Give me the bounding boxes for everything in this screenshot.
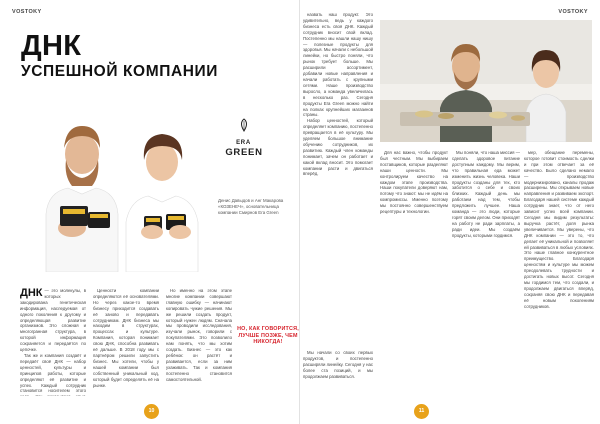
era-green-logo xyxy=(218,118,270,158)
office-photo xyxy=(380,20,592,142)
pull-quote-visible: НО, КАК ГОВОРИТСЯ, ЛУЧШЕ ПОЗЖЕ, ЧЕМ НИКОГДА! xyxy=(237,326,299,346)
headline-line-1: ДНК xyxy=(21,30,82,62)
running-head-right: VOSTOKY xyxy=(558,9,588,15)
column-1-paragraph: Так же и компания создаёт и передаёт своё ДНК — набор ценностей, культуры и принципов работы, которые определяют её развитие и успех. Каждый сотрудник становится носителем этого xyxy=(20,352,86,394)
leaf-icon xyxy=(237,118,251,132)
photo-caption: Денис Давыдов и Анг Макарова «КОЗЕНЕЧ», основательница компании Смирнов Era Green xyxy=(218,198,284,215)
logo-era: ERA xyxy=(236,140,251,146)
column-2-paragraph: Ценности компании определяются её основателями. Но через какое-то время бизнесу приходится создавать её заново и передавать сотрудникам. ДНК бизнеса мы находим в структурах, процессах и культуре. Компания, которая понимает свою ДНК, способна развивать её дальше. В 2018 году мы с партнёром решили запустить бизнес. Мы хотели, чтобы у нашей компании был собственный уникальный код, который будет определять её на рынке. xyxy=(93,288,159,388)
column-4-paragraph-2: Набор ценностей, который определяет компанию, постепенно превращается в её культуру. Мы уделяем большое внимание обучению сотрудников, их развитию. Каждый член команды понимает, зачем он работает и какой вклад вносит. Это помогает компании расти и двигаться вперёд. xyxy=(303,118,373,177)
column-4-paragraph: назвать наш продукт. Это удивительно, ведь у каждого бизнеса есть своя ДНК. Каждый сотрудник вносит свой вклад. Постепенно мы нашли нашу нишу — полезные продукты для здоровья. Мы начали с небольшой линейки, но быстро поняли, что рынок требует больше. Мы расширили ассортимент, добавили новые направления и начали работать с крупными сетями. Наше производство выросло, а команда увеличилась в несколько раз. Сегодня продукты Era Green можно найти на полках крупнейших магазинов страны. xyxy=(303,12,373,118)
column-4-tail-paragraph: Мы начали со своих первых продуктов, и постепенно расширяли линейку. Сегодня у нас более ста позиций, и мы продолжаем развиваться. xyxy=(303,350,373,379)
column-3-paragraph: Но именно на этом этапе многие компании совершают главную ошибку — начинают копировать чужие решения. Мы же решили создать продукт, который нужен людям. Сначала мы проводили исследования, изучали рынок, говорили с покупателями. Это позволило нам понять, что мы хотим создать. Бизнес — это как ребёнок: он растёт и развивается, если за ним ухаживать. Так и компания постепенно становится самостоятельной. xyxy=(166,288,232,382)
page-number-left: 10 xyxy=(144,404,159,419)
headline-line-2: УСПЕШНОЙ КОМПАНИИ xyxy=(21,62,219,80)
article-column-1 xyxy=(20,288,86,396)
page-number-right: 11 xyxy=(414,404,429,419)
article-column-4-tail xyxy=(303,350,373,396)
article-column-3 xyxy=(166,288,232,396)
right-page xyxy=(300,0,600,424)
logo-green: GREEN xyxy=(225,147,263,158)
office-illustration xyxy=(380,20,592,142)
column-1-lead: — это молекулы, в которых закодирована генетическая информация, наследуемая от одного поколения к другому и определяющая развитие организмов. Это сложная и многогранная структура, в которой информация сохраняется и передаётся по цепочке. xyxy=(20,288,86,353)
column-6-paragraph: Мы поняли, что наша миссия — сделать здоровое питание доступным каждому. Мы верим, что правильная еда может изменить жизнь человека. Наши продукты созданы для тех, кто заботится о себе и своих близких. Каждый день мы работаем над тем, чтобы предложить лучшее. Наша команда — это люди, которые горят своим делом. Они приходят на работу не ради зарплаты, а ради идеи. Мы создаём продукты, которыми гордимся. xyxy=(452,150,520,238)
founders-illustration xyxy=(20,110,220,272)
column-7-paragraph: мер, обещание перемены, которое готовит стоимость сделки и при этом отвечает за её качество. Было сделано немало — производство модернизировано, каналы продаж расширены. Мы открываем новые направления и развиваем экспорт. Благодаря нашей системе каждый сотрудник знает, что от него зависит успех всей компании. Сегодня мы видим результаты: выручка растёт, доля рынка увеличивается. Мы уверены, что ДНК компании — это то, что делает её уникальной и позволяет ей развиваться в любых условиях. Это наше главное конкурентное преимущество. Благодаря ценностям и культуре мы можем преодолевать трудности и достигать новых высот. Сегодня мы гордимся тем, что создали, и продолжаем двигаться вперёд, сохраняя свою ДНК и передавая её новым поколениям сотрудников. xyxy=(524,150,594,309)
logo-wordmark xyxy=(218,136,270,158)
article-column-7 xyxy=(524,150,594,396)
column-5-paragraph: Для нас важно, чтобы продукт был честным. Мы выбираем поставщиков, которые разделяют наши ценности. Мы контролируем качество на каждом этапе производства. Наши покупатели доверяют нам, потому что знают: мы не идём на компромиссы. Именно поэтому мы постоянно совершенствуем рецептуры и технологии. xyxy=(380,150,448,215)
article-headline xyxy=(21,32,218,79)
article-column-6 xyxy=(452,150,520,396)
article-column-5 xyxy=(380,150,448,326)
article-column-2 xyxy=(93,288,159,396)
article-column-4 xyxy=(303,12,373,314)
drop-cap: ДНК xyxy=(20,288,43,299)
founders-photo xyxy=(20,110,220,272)
running-head-left: VOSTOKY xyxy=(12,9,42,15)
